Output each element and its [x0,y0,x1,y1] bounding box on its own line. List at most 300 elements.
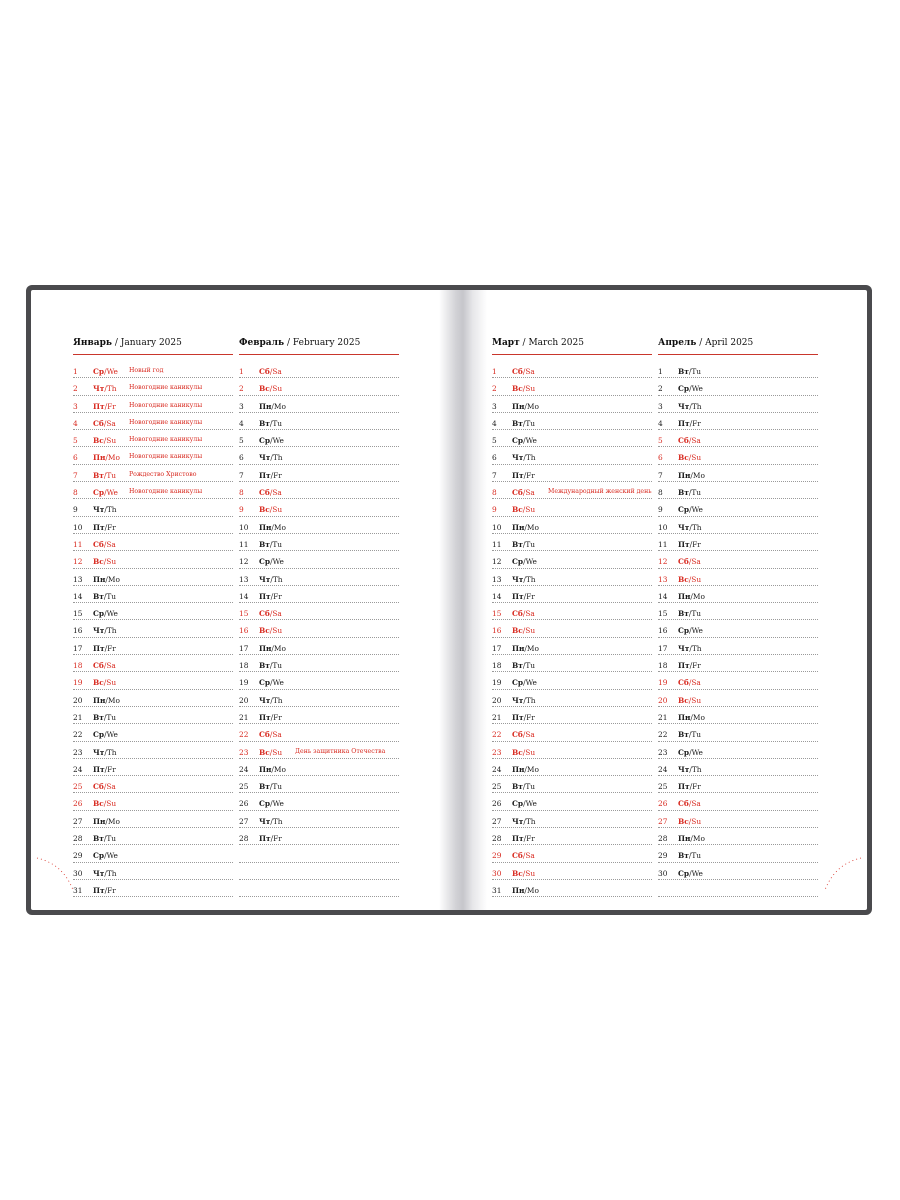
day-number: 8 [73,488,78,498]
weekday-ru: Пт [512,591,524,601]
weekday-ru: Вт [259,539,270,549]
weekday-ru: Вт [93,834,104,844]
weekday-label [93,799,116,808]
weekday-separator: / [103,661,107,671]
weekday-ru: Вс [259,747,270,757]
weekday-label [678,782,701,791]
weekday-en: We [272,678,284,688]
weekday-en: Mo [273,643,286,653]
holiday-note: Новогодние каникулы [129,436,203,444]
day-row [658,534,818,551]
day-number: 13 [73,574,83,584]
weekday-en: Fr [692,661,701,671]
weekday-ru: Пн [259,522,272,532]
day-row [492,569,652,586]
weekday-en: Su [272,747,283,757]
weekday-label [259,540,282,549]
holiday-note: Новый год [129,367,164,374]
weekday-separator: / [688,367,692,376]
day-number: 20 [73,695,83,705]
day-number: 17 [492,643,502,653]
day-row [73,413,233,430]
day-number: 11 [658,539,668,549]
day-row [239,569,399,586]
weekday-separator: / [103,436,107,446]
weekday-separator: / [688,557,692,567]
day-row [658,655,818,672]
corner-dot-decoration-right [823,850,863,890]
weekday-separator: / [523,799,526,809]
weekday-separator: / [523,453,526,463]
day-row [239,396,399,413]
day-row [658,378,818,395]
day-row [658,430,818,447]
weekday-separator: / [270,712,274,722]
day-row [492,828,652,845]
weekday-separator: / [689,522,692,532]
day-row [239,638,399,655]
weekday-label [512,799,537,808]
weekday-en: Tu [691,609,702,619]
day-row [492,620,652,637]
weekday-ru: Ср [259,678,271,688]
day-number: 6 [239,453,244,463]
day-number: 12 [658,557,668,567]
weekday-ru: Пт [93,885,105,895]
weekday-separator: / [688,799,692,809]
weekday-separator: / [523,436,526,446]
month-name-en: February 2025 [292,338,361,348]
holiday-note: Новогодние каникулы [129,401,203,409]
day-number: 3 [658,401,663,411]
weekday-ru: Вс [678,695,689,705]
weekday-separator: / [269,609,273,619]
day-number: 5 [73,436,78,446]
day-row [239,482,399,499]
weekday-separator: / [522,661,526,671]
weekday-label [512,402,539,411]
day-row [73,863,233,880]
weekday-ru: Сб [512,730,523,740]
weekday-en: We [106,488,118,498]
weekday-label [678,575,701,584]
weekday-label [678,471,705,480]
weekday-en: Su [525,868,536,878]
month-header: Январь / January 2025 [73,338,182,348]
weekday-en: Fr [692,418,701,428]
day-row [658,396,818,413]
day-number: 29 [492,851,502,861]
weekday-label [93,678,116,687]
weekday-ru: Пт [678,418,690,428]
weekday-ru: Пн [259,764,272,774]
weekday-ru: Вс [512,384,523,394]
weekday-separator: / [269,661,273,671]
weekday-separator: / [103,591,107,601]
weekday-separator: / [104,626,107,636]
day-row [492,724,652,741]
weekday-separator: / [688,453,692,463]
day-number: 20 [658,695,668,705]
day-row [73,499,233,516]
day-row [239,828,399,845]
day-number: 8 [492,488,497,498]
weekday-label [93,869,117,878]
day-row [239,707,399,724]
weekday-ru: Пн [93,574,106,584]
day-number: 17 [239,643,249,653]
weekday-en: Mo [273,764,286,774]
weekday-en: Tu [272,418,283,428]
weekday-label [93,592,116,601]
weekday-en: Sa [525,609,535,619]
weekday-label [259,817,283,826]
day-number: 3 [239,401,244,411]
day-number: 4 [239,418,244,428]
weekday-separator: / [690,712,693,722]
day-number: 10 [658,522,668,532]
weekday-en: Su [525,384,536,394]
day-row [73,724,233,741]
day-number: 10 [73,522,83,532]
day-row [239,430,399,447]
day-row [73,845,233,862]
weekday-ru: Вт [512,539,523,549]
day-number: 26 [73,799,83,809]
weekday-separator: / [271,522,274,532]
weekday-ru: Вт [259,661,270,671]
weekday-en: We [525,678,537,688]
weekday-ru: Пт [678,782,690,792]
day-row [492,672,652,689]
day-number: 1 [73,367,78,376]
weekday-label [93,748,117,757]
weekday-en: We [272,799,284,809]
weekday-separator: / [104,505,107,515]
day-row [492,811,652,828]
day-row [658,811,818,828]
day-number: 22 [492,730,502,740]
weekday-label [93,730,118,739]
weekday-separator: / [524,401,527,411]
weekday-ru: Пн [259,643,272,653]
day-number: 23 [492,747,502,757]
weekday-separator: / [103,799,107,809]
weekday-en: Th [525,695,536,705]
weekday-label [93,765,116,774]
weekday-separator: / [688,678,692,688]
weekday-label [93,402,116,411]
weekday-ru: Пн [512,885,525,895]
weekday-ru: Вс [259,505,270,515]
weekday-separator: / [104,367,107,376]
day-number: 6 [492,453,497,463]
weekday-ru: Ср [93,730,105,740]
weekday-en: Th [106,384,117,394]
day-number: 2 [658,384,663,394]
weekday-separator: / [523,695,526,705]
weekday-ru: Сб [512,367,523,376]
weekday-ru: Сб [259,367,270,376]
month-column-march [492,338,652,897]
weekday-en: Tu [106,591,117,601]
weekday-separator: / [104,851,107,861]
weekday-en: Su [691,574,702,584]
day-row [239,620,399,637]
weekday-label [259,696,283,705]
day-row [73,759,233,776]
month-name-en: April 2025 [705,338,754,348]
weekday-label [259,782,282,791]
day-row [239,447,399,464]
day-row [492,413,652,430]
weekday-label [93,384,117,393]
weekday-label [93,471,116,480]
weekday-ru: Ср [678,384,690,394]
day-number: 10 [239,522,249,532]
weekday-separator: / [105,816,108,826]
day-row [492,603,652,620]
day-row [658,672,818,689]
weekday-ru: Вт [512,661,523,671]
weekday-label [259,592,282,601]
day-number: 19 [73,678,83,688]
day-row [492,447,652,464]
weekday-en: Th [106,747,117,757]
weekday-label [678,869,703,878]
day-number: 26 [492,799,502,809]
weekday-en: Fr [107,764,116,774]
day-row [73,742,233,759]
day-row [239,551,399,568]
weekday-separator: / [269,539,273,549]
weekday-separator: / [524,643,527,653]
day-number: 9 [73,505,78,515]
weekday-separator: / [104,488,107,498]
weekday-separator: / [270,834,274,844]
weekday-label [259,834,282,843]
weekday-separator: / [270,695,273,705]
day-number: 16 [658,626,668,636]
day-number: 14 [658,591,668,601]
weekday-ru: Вт [259,418,270,428]
weekday-ru: Пт [93,401,105,411]
weekday-separator: / [688,851,692,861]
day-number: 29 [658,851,668,861]
weekday-ru: Пт [512,712,524,722]
weekday-ru: Ср [512,557,524,567]
weekday-separator: / [270,591,274,601]
day-number: 4 [73,418,78,428]
day-number: 8 [239,488,244,498]
weekday-label [678,453,701,462]
day-row [658,586,818,603]
weekday-separator: / [689,782,693,792]
day-number: 8 [658,488,663,498]
weekday-ru: Сб [512,609,523,619]
weekday-ru: Чт [512,574,524,584]
weekday-label [93,834,116,843]
weekday-separator: / [688,488,692,498]
weekday-ru: Ср [678,626,690,636]
weekday-ru: Пн [512,643,525,653]
weekday-separator: / [270,678,273,688]
weekday-ru: Пт [93,522,105,532]
weekday-label [93,644,116,653]
day-row [492,863,652,880]
weekday-label [512,678,537,687]
weekday-separator: / [690,834,693,844]
day-row [658,690,818,707]
weekday-separator: / [689,418,693,428]
empty-row [239,863,399,880]
weekday-label [512,696,536,705]
weekday-separator: / [104,730,107,740]
weekday-label [678,557,701,566]
weekday-en: Tu [272,661,283,671]
day-number: 11 [73,539,83,549]
day-number: 13 [658,574,668,584]
weekday-ru: Пт [259,834,271,844]
weekday-ru: Вс [93,436,104,446]
weekday-separator: / [105,695,108,705]
weekday-label [93,661,116,670]
weekday-label [678,488,701,497]
weekday-ru: Чт [678,401,690,411]
day-row [658,447,818,464]
weekday-en: Mo [107,574,120,584]
weekday-en: Fr [273,712,282,722]
weekday-label [93,453,120,462]
weekday-en: Su [691,453,702,463]
month-header: Апрель / April 2025 [658,338,754,348]
weekday-en: Mo [692,591,705,601]
weekday-separator: / [104,401,108,411]
weekday-label [512,886,539,895]
weekday-en: Sa [525,488,535,498]
weekday-ru: Вс [678,816,689,826]
weekday-en: We [525,557,537,567]
weekday-label [512,419,535,428]
weekday-separator: / [522,505,526,515]
day-row [658,863,818,880]
day-number: 23 [658,747,668,757]
day-number: 13 [239,574,249,584]
weekday-ru: Чт [678,643,690,653]
weekday-ru: Пн [93,816,106,826]
weekday-ru: Чт [512,453,524,463]
weekday-ru: Пн [512,401,525,411]
day-number: 29 [73,851,83,861]
day-row [239,793,399,810]
weekday-separator: / [688,436,692,446]
weekday-en: Th [106,868,117,878]
weekday-ru: Пн [678,591,691,601]
weekday-en: Tu [691,851,702,861]
weekday-en: We [272,436,284,446]
planner-spread [31,290,867,910]
weekday-separator: / [689,764,692,774]
weekday-en: Sa [691,799,701,809]
weekday-separator: / [522,730,526,740]
day-number: 7 [73,470,78,480]
weekday-ru: Чт [93,384,105,394]
weekday-separator: / [689,505,692,515]
weekday-label [93,436,116,445]
weekday-ru: Сб [93,539,104,549]
weekday-en: Th [272,453,283,463]
weekday-en: Th [272,574,283,584]
holiday-note: Новогодние каникулы [129,488,203,496]
weekday-separator: / [270,557,273,567]
weekday-en: Mo [692,712,705,722]
weekday-en: We [106,367,118,376]
weekday-ru: Ср [259,557,271,567]
day-row [492,551,652,568]
day-number: 17 [658,643,668,653]
weekday-ru: Ср [678,747,690,757]
weekday-label [512,713,535,722]
month-column-february [239,338,399,897]
weekday-en: Tu [525,539,536,549]
weekday-ru: Пт [512,470,524,480]
weekday-en: Mo [526,643,539,653]
weekday-separator: / [269,626,273,636]
month-name-ru: Февраль [239,338,285,348]
weekday-label [93,851,118,860]
weekday-label [93,419,116,428]
weekday-ru: Пт [259,470,271,480]
weekday-separator: / [690,470,693,480]
weekday-en: Mo [526,522,539,532]
month-name-en: January 2025 [120,338,182,348]
weekday-label [93,886,116,895]
weekday-separator: / [524,764,527,774]
weekday-ru: Вт [678,730,689,740]
weekday-ru: Пн [93,695,106,705]
weekday-label [259,609,282,618]
day-number: 13 [492,574,502,584]
weekday-separator: / [104,522,108,532]
weekday-label [678,367,701,376]
weekday-separator: / [104,868,107,878]
weekday-label [512,644,539,653]
weekday-ru: Вс [678,453,689,463]
weekday-en: Mo [526,401,539,411]
weekday-separator: / [689,643,692,653]
weekday-en: Fr [692,782,701,792]
weekday-label [678,851,701,860]
month-name-ru: Апрель [658,338,697,348]
weekday-en: Sa [691,436,701,446]
weekday-ru: Пн [512,764,525,774]
day-row [658,707,818,724]
weekday-en: We [525,799,537,809]
day-number: 2 [492,384,497,394]
day-row [658,793,818,810]
empty-row [658,880,818,897]
weekday-en: Su [106,678,117,688]
weekday-label [512,471,535,480]
day-number: 1 [239,367,244,376]
day-row [658,759,818,776]
day-row [239,776,399,793]
weekday-en: Tu [691,730,702,740]
weekday-separator: / [103,557,107,567]
weekday-label [512,557,537,566]
weekday-label [512,540,535,549]
weekday-en: Tu [272,782,283,792]
